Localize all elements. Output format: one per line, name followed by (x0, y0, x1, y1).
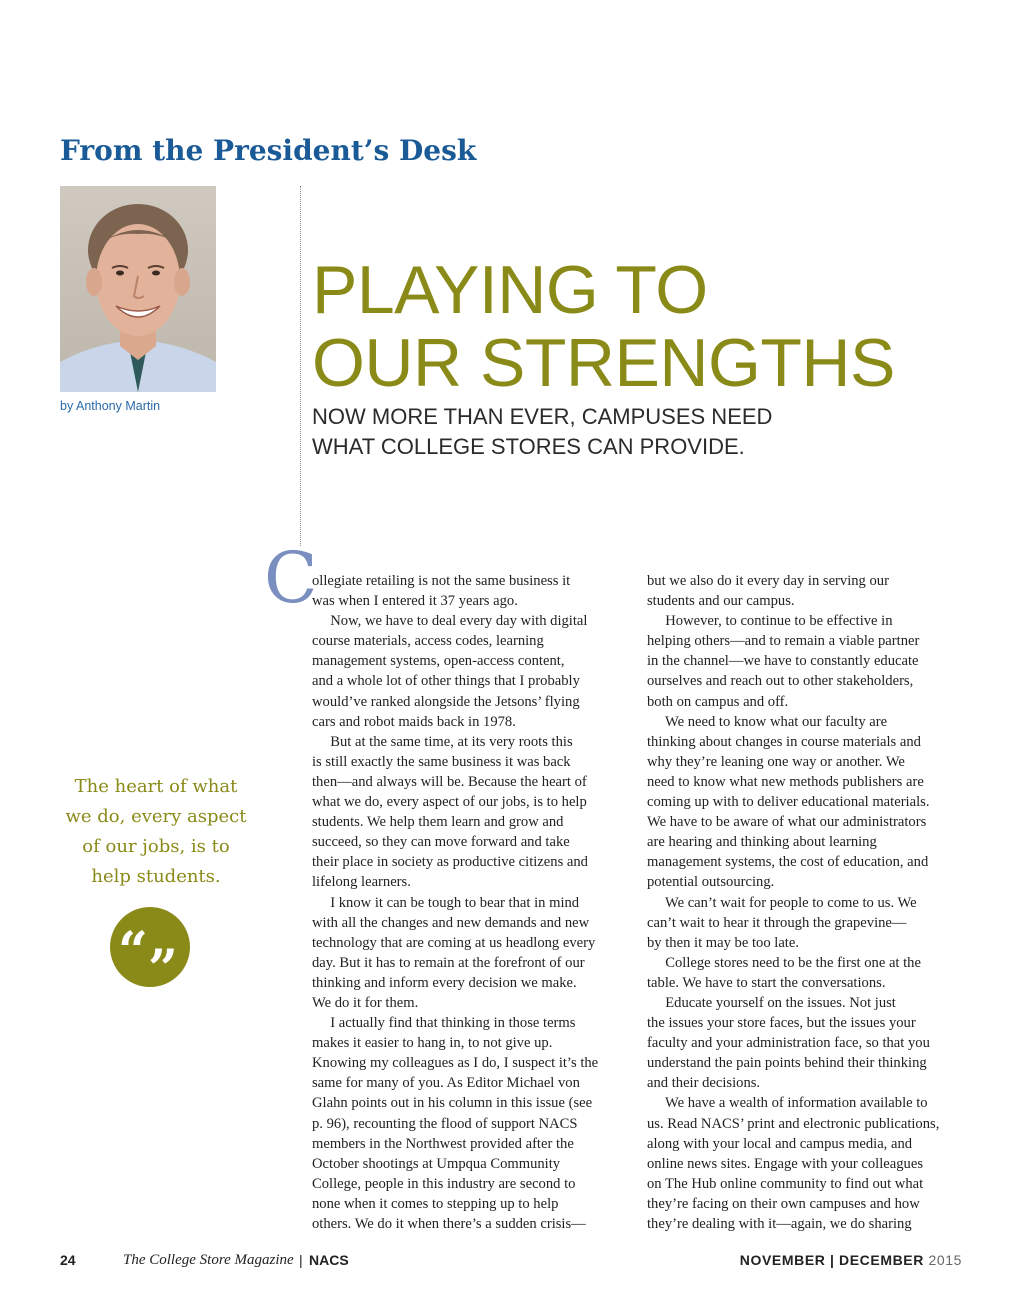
body-right-line: are hearing and thinking about learning (647, 834, 877, 851)
body-right-line: they’re dealing with it—again, we do sharing (647, 1216, 912, 1232)
issue-date (740, 1252, 962, 1268)
author-byline: by Anthony Martin (60, 399, 161, 413)
column-divider (300, 186, 301, 546)
body-left-line: Knowing my colleagues as I do, I suspect it’s the (312, 1055, 599, 1072)
body-left-line: thinking and inform every decision we make. (312, 974, 577, 991)
body-column-left (312, 571, 632, 1234)
body-right-line: can’t wait to hear it through the grapevine— (647, 914, 907, 931)
body-left-line: technology that are coming at us headlong every (312, 934, 596, 951)
body-right-line: along with your local and campus media, and (647, 1135, 913, 1152)
body-right-line: table. We have to start the conversations. (647, 974, 886, 991)
body-left-line: lifelong learners. (312, 874, 411, 891)
deck-line-1: NOW MORE THAN EVER, CAMPUSES NEED (312, 404, 773, 429)
body-right-line: helping others—and to remain a viable partner (647, 633, 920, 650)
article-deck (312, 402, 772, 462)
body-left-line: with all the changes and new demands and new (312, 914, 590, 931)
quotation-mark-icon (110, 907, 190, 987)
body-right-line: in the channel—we have to constantly educate (647, 653, 919, 670)
body-right-line: faculty and your administration face, so that you (647, 1035, 930, 1052)
body-right-line: and their decisions. (647, 1075, 761, 1092)
svg-text:”: ” (148, 939, 178, 987)
footer-separator: | (299, 1252, 303, 1268)
body-right-line: online news sites. Engage with your colleagues (647, 1155, 923, 1172)
body-left-line: and a whole lot of other things that I probably (312, 673, 580, 690)
issue-month-2: DECEMBER (839, 1252, 924, 1268)
body-left-line: is still exactly the same business it was back (312, 753, 571, 770)
body-right-line: by then it may be too late. (647, 934, 799, 951)
body-left-line: students. We help them learn and grow and (312, 814, 564, 831)
body-right-line: the issues your store faces, but the issues your (647, 1015, 916, 1032)
magazine-title: The College Store Magazine (123, 1252, 294, 1268)
body-right-line: need to know what new methods publishers are (647, 773, 924, 790)
drop-cap: C (264, 537, 318, 619)
body-left-line: I actually find that thinking in those terms (312, 1015, 576, 1032)
body-left-line: We do it for them. (312, 994, 419, 1011)
body-right-line: they’re facing on their own campuses and how (647, 1195, 920, 1212)
body-right-line: students and our campus. (647, 593, 795, 610)
body-left-line: none when it comes to stepping up to help (312, 1195, 559, 1212)
svg-text:“: “ (118, 921, 148, 982)
article-headline (312, 254, 895, 400)
headline-line-1: PLAYING TO (312, 252, 708, 328)
pull-quote-line-1: The heart of what (74, 776, 238, 797)
pull-quote-line-3: of our jobs, is to (82, 836, 230, 857)
body-left-line: day. But it has to remain at the forefront of our (312, 954, 585, 971)
body-column-right (647, 571, 972, 1234)
body-left-line: what we do, every aspect of our jobs, is to help (312, 794, 587, 811)
body-left-line: College, people in this industry are second to (312, 1175, 576, 1192)
body-left-line: But at the same time, at its very roots this (312, 733, 573, 750)
page-footer (0, 1250, 1024, 1274)
body-right-line: why they’re leaning one way or another. We (647, 753, 905, 770)
body-right-line: We need to know what our faculty are (647, 713, 888, 730)
author-portrait-icon (60, 186, 216, 392)
body-right-line: management systems, the cost of education, and (647, 854, 929, 871)
issue-month-1: NOVEMBER (739, 1252, 826, 1268)
body-left-line: October shootings at Umpqua Community (312, 1155, 561, 1172)
issue-divider: | (830, 1252, 835, 1268)
issue-year: 2015 (928, 1252, 962, 1268)
body-left-line: Glahn points out in his column in this issue (see (312, 1095, 593, 1112)
body-left-line: others. We do it when there’s a sudden crisis— (312, 1216, 586, 1232)
body-right-line: College stores need to be the first one at the (647, 954, 921, 971)
section-title: From the President’s Desk (60, 134, 477, 167)
body-right-line: We have a wealth of information available to (647, 1095, 928, 1112)
body-left-line: Now, we have to deal every day with digital (312, 613, 588, 630)
body-right-line: both on campus and off. (647, 693, 789, 710)
body-right-line: However, to continue to be effective in (647, 613, 893, 630)
pull-quote-line-4: help students. (91, 866, 221, 887)
body-left-line: their place in society as productive citizens and (312, 854, 588, 871)
body-left-line: p. 96), recounting the flood of support NACS (312, 1115, 578, 1132)
body-left-line: same for many of you. As Editor Michael von (312, 1075, 580, 1092)
body-left-line: then—and always will be. Because the heart of (312, 773, 587, 790)
body-left-line: makes it easier to hang in, to not give up. (312, 1035, 553, 1052)
body-right-line: Educate yourself on the issues. Not just (647, 994, 896, 1011)
body-right-line: understand the pain points behind their thinking (647, 1055, 927, 1072)
body-left-line: members in the Northwest provided after the (312, 1135, 574, 1152)
pull-quote (60, 772, 252, 892)
body-right-line: on The Hub online community to find out what (647, 1175, 924, 1192)
body-left-line: cars and robot maids back in 1978. (312, 713, 516, 730)
publisher-name: NACS (309, 1252, 349, 1268)
body-right-line: us. Read NACS’ print and electronic publications, (647, 1115, 940, 1132)
body-left-line: course materials, access codes, learning (312, 633, 544, 650)
pull-quote-line-2: we do, every aspect (65, 806, 247, 827)
deck-line-2: WHAT COLLEGE STORES CAN PROVIDE. (312, 434, 745, 459)
body-right-line: but we also do it every day in serving our (647, 573, 889, 589)
body-right-line: potential outsourcing. (647, 874, 775, 891)
body-right-line: coming up with to deliver educational materials. (647, 794, 930, 811)
body-right-line: thinking about changes in course materials and (647, 733, 921, 750)
author-photo (60, 186, 216, 392)
page-number: 24 (60, 1252, 76, 1268)
body-left-line: was when I entered it 37 years ago. (312, 593, 518, 610)
body-right-line: We can’t wait for people to come to us. We (647, 894, 917, 911)
headline-line-2: OUR STRENGTHS (312, 325, 895, 401)
body-left-line: would’ve ranked alongside the Jetsons’ flying (312, 693, 580, 710)
body-left-line: succeed, so they can move forward and take (312, 834, 570, 851)
body-right-line: We have to be aware of what our administrators (647, 814, 927, 831)
body-left-line: I know it can be tough to bear that in mind (312, 894, 580, 911)
body-left-line: ollegiate retailing is not the same business it (312, 573, 571, 589)
body-left-line: management systems, open-access content, (312, 653, 565, 670)
body-right-line: ourselves and reach out to other stakeholders, (647, 673, 914, 690)
